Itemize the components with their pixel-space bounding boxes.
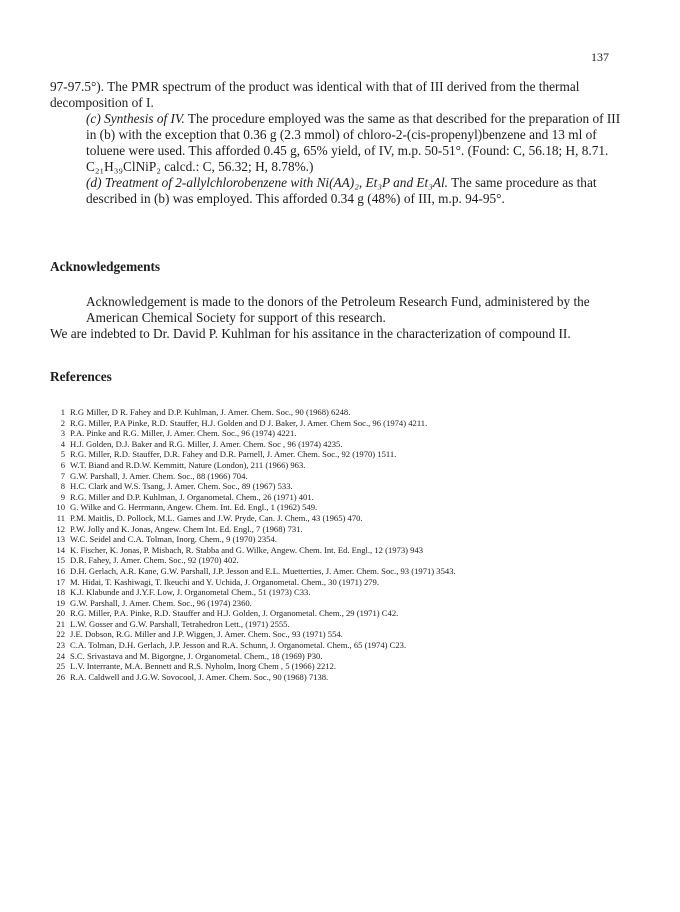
reference-text: R.G Miller, D R. Fahey and D.P. Kuhlman, J. Amer. Chem. Soc., 90 (1968) 6248. <box>70 407 351 417</box>
reference-text: D.R. Fahey, J. Amer. Chem. Soc., 92 (1970) 402. <box>70 555 239 566</box>
reference-number: 6 <box>60 459 65 470</box>
reference-text: G.W. Parshall, J. Amer. Chem. Soc., 88 (1966) 704. <box>70 470 248 481</box>
reference-item <box>56 577 636 588</box>
reference-number: 1 <box>60 407 65 417</box>
reference-text: R.G. Miller, R.D. Stauffer, D.R. Fahey and D.R. Parnell, J. Amer. Chem. Soc., 92 (1970) 1511. <box>70 449 397 460</box>
reference-number: 4 <box>60 438 65 449</box>
reference-number: 21 <box>56 618 65 629</box>
reference-number: 10 <box>56 502 65 513</box>
reference-text: R.G. Miller, P.A Pinke, R.D. Stauffer, H.J. Golden and D J. Baker, J. Amer. Chem Soc., 96 (1974) 4211. <box>70 417 428 428</box>
reference-number: 3 <box>60 428 65 439</box>
acknowledgements-text <box>50 294 625 342</box>
reference-number: 2 <box>60 417 65 428</box>
reference-number: 23 <box>56 640 65 651</box>
reference-item <box>56 651 636 662</box>
reference-text: J.E. Dobson, R.G. Miller and J.P. Wiggen, J. Amer. Chem. Soc., 93 (1971) 554. <box>70 629 343 640</box>
reference-text: K. Fischer, K. Jonas, P. Misbach, R. Stabba and G. Wilke, Angew. Chem. Int. Ed. Engl., 12 (1973) 943 <box>70 544 424 555</box>
page-number: 137 <box>591 50 609 64</box>
paragraph-synthesis-iv-body: The procedure employed was the same as that described for the preparation of III in (b) with the exception that 0.36 g (2.3 mmol) of chloro-2-(cis-propenyl)benzene and 13 ml of toluene were used. This afforded 0.45 g, 65% yield, of IV, m.p. 50-51°. (Found: C, 56.18; H, 8.71. C₂₁H₃₉ClNiP₂ calcd.: C, 56.32; H, 8.78%.) <box>86 111 621 174</box>
reference-item <box>56 619 636 630</box>
reference-item <box>56 492 636 503</box>
reference-number: 8 <box>60 481 65 492</box>
reference-number: 24 <box>56 650 65 661</box>
reference-text: P.M. Maitlis, D. Pollock, M.L. Games and J.W. Pryde, Can. J. Chem., 43 (1965) 470. <box>70 512 363 523</box>
reference-text: G.W. Parshall, J. Amer. Chem. Soc., 96 (1974) 2360. <box>70 597 252 608</box>
reference-text: R.G. Miller, P.A. Pinke, R.D. Stauffer and H.J. Golden, J. Organometal. Chem., 29 (1971) C42. <box>70 608 399 619</box>
acknowledgement-kuhlman: We are indebted to Dr. David P. Kuhlman for his assitance in the characterization of compound II. <box>50 326 571 341</box>
reference-item <box>56 524 636 535</box>
reference-item <box>56 418 636 429</box>
reference-item <box>56 672 636 683</box>
reference-text: H.C. Clark and W.S. Tsang, J. Amer. Chem. Soc., 89 (1967) 533. <box>70 481 293 492</box>
paragraph-product-pmr: 97-97.5°). The PMR spectrum of the product was identical with that of III derived from the thermal decomposition of I. <box>50 79 580 110</box>
reference-number: 7 <box>60 470 65 481</box>
references-list <box>56 407 636 682</box>
paragraph-synthesis-iv <box>50 111 625 175</box>
reference-item <box>56 587 636 598</box>
reference-number: 16 <box>56 565 65 576</box>
reference-number: 26 <box>56 671 65 682</box>
reference-item <box>56 407 636 418</box>
reference-item <box>56 481 636 492</box>
reference-item <box>56 629 636 640</box>
experimental-text <box>50 79 625 207</box>
reference-number: 12 <box>56 523 65 534</box>
paragraph-treatment <box>50 175 625 207</box>
reference-item <box>56 471 636 482</box>
references-heading: References <box>50 369 112 384</box>
reference-item <box>56 640 636 651</box>
reference-text: M. Hidai, T. Kashiwagi, T. Ikeuchi and Y. Uchida, J. Organometal. Chem., 30 (1971) 279. <box>70 576 380 587</box>
reference-number: 11 <box>56 512 65 523</box>
reference-number: 19 <box>56 597 65 608</box>
reference-number: 13 <box>56 534 65 545</box>
reference-number: 15 <box>56 555 65 566</box>
reference-item <box>56 608 636 619</box>
reference-number: 25 <box>56 661 65 672</box>
reference-item <box>56 513 636 524</box>
acknowledgement-paragraph: Acknowledgement is made to the donors of the Petroleum Research Fund, administered by the American Chemical Society for support of this research. <box>86 294 590 325</box>
reference-number: 18 <box>56 587 65 598</box>
reference-number: 17 <box>56 576 65 587</box>
reference-number: 9 <box>60 491 65 502</box>
reference-text: L.V. Interrante, M.A. Bennett and R.S. Nyholm, Inorg Chem , 5 (1966) 2212. <box>70 661 337 672</box>
reference-text: K.J. Klabunde and J.Y.F. Low, J. Organometal Chem., 51 (1973) C33. <box>70 587 311 598</box>
reference-text: S.C. Srivastava and M. Bigorgne, J. Organometal. Chem., 18 (1969) P30. <box>70 650 323 661</box>
reference-item <box>56 598 636 609</box>
reference-item <box>56 449 636 460</box>
reference-item <box>56 460 636 471</box>
subsection-title-synthesis-iv: (c) Synthesis of IV. <box>86 111 185 126</box>
acknowledgements-heading: Acknowledgements <box>50 259 161 274</box>
reference-number: 22 <box>56 629 65 640</box>
reference-text: G. Wilke and G. Herrmann, Angew. Chem. Int. Ed. Engl., 1 (1962) 549. <box>70 502 318 513</box>
reference-number: 14 <box>56 544 65 555</box>
reference-text: C.A. Tolman, D.H. Gerlach, J.P. Jesson and R.A. Schunn, J. Organometal. Chem., 65 (1974) C23. <box>70 640 407 651</box>
reference-number: 5 <box>60 449 65 460</box>
reference-text: W.T. Biand and R.D.W. Kemmitt, Nature (London), 211 (1966) 963. <box>70 459 306 470</box>
reference-item <box>56 502 636 513</box>
paragraph-treatment-body: The same procedure as that described in (b) was employed. This afforded 0.34 g (48%) of III, m.p. 94-95°. <box>86 175 597 206</box>
reference-item <box>56 428 636 439</box>
reference-item <box>56 566 636 577</box>
subsection-title-treatment: (d) Treatment of 2-allylchlorobenzene with Ni(AA)₂, Et₃P and Et₃Al. <box>86 175 448 190</box>
reference-text: W.C. Seidel and C.A. Tolman, Inorg. Chem., 9 (1970) 2354. <box>70 534 277 545</box>
reference-number: 20 <box>56 608 65 619</box>
reference-text: D.H. Gerlach, A.R. Kane, G.W. Parshall, J.P. Jesson and E.L. Muetterties, J. Amer. Chem. Soc., 93 (1971) 3543. <box>70 565 456 576</box>
reference-text: R.A. Caldwell and J.G.W. Sovocool, J. Amer. Chem. Soc., 90 (1968) 7138. <box>70 671 329 682</box>
reference-item <box>56 534 636 545</box>
reference-text: P.W. Jolly and K. Jonas, Angew. Chem Int. Ed. Engl., 7 (1968) 731. <box>70 523 303 534</box>
reference-text: P.A. Pinke and R.G. Miller, J. Amer. Chem. Soc., 96 (1974) 4221. <box>70 428 297 439</box>
reference-item <box>56 555 636 566</box>
reference-text: L.W. Gosser and G.W. Parshall, Tetrahedron Lett., (1971) 2555. <box>70 618 290 629</box>
reference-item <box>56 439 636 450</box>
reference-item <box>56 661 636 672</box>
reference-text: R.G. Miller and D.P. Kuhlman, J. Organometal. Chem., 26 (1971) 401. <box>70 491 314 502</box>
reference-item <box>56 545 636 556</box>
reference-text: H.J. Golden, D.J. Baker and R.G. Miller, J. Amer. Chem. Soc , 96 (1974) 4235. <box>70 438 343 449</box>
